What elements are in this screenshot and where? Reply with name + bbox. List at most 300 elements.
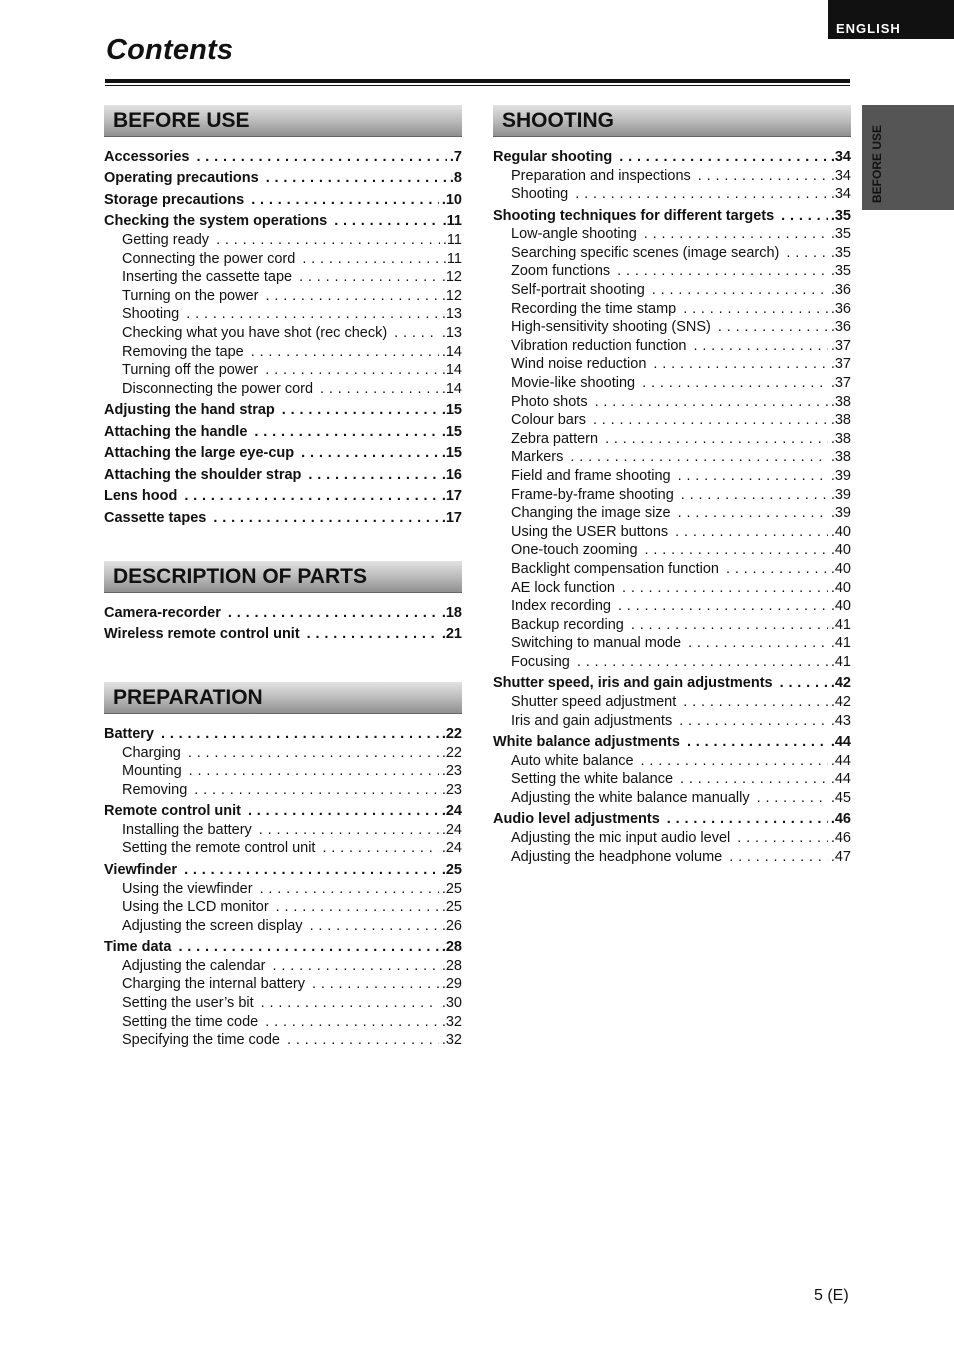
dot-leader [595,393,828,412]
toc-subentry [493,752,851,771]
dot-leader [645,541,828,560]
toc-subentry [493,634,851,653]
dot-leader [273,957,439,976]
toc-entry-title: Turning on the power [122,287,259,304]
toc-entry-title: Checking the system operations [104,213,328,230]
toc-entry [104,191,462,210]
toc-page-number: .36 [830,282,851,299]
dot-leader [693,337,827,356]
toc-subentry [493,337,851,356]
toc-entry-title: Movie-like shooting [511,375,636,392]
dot-leader [737,829,828,848]
toc-entry [104,148,462,167]
toc-entry [104,212,462,231]
toc-subentry [104,380,462,399]
dot-leader [322,839,438,858]
toc-page-number: .44 [830,752,851,769]
toc-entry-title: Adjusting the screen display [122,917,303,934]
dot-leader [718,318,828,337]
toc-page-number: .30 [441,994,462,1011]
toc-subentry [493,411,851,430]
toc-page-number: .12 [441,269,462,286]
toc-page-number: .24 [441,821,462,838]
toc-list [104,725,462,1050]
toc-entry-title: Markers [511,449,564,466]
toc-page-number: .40 [830,523,851,540]
section-header: PREPARATION [104,682,462,714]
dot-leader [260,880,439,899]
dot-leader [194,781,439,800]
toc-subentry [493,523,851,542]
toc-page-number: .32 [441,1032,462,1049]
toc-page-number: .34 [830,167,851,184]
toc-entry-title: Shutter speed adjustment [511,694,677,710]
toc-entry-title: Focusing [511,653,570,670]
toc-subentry [493,185,851,204]
toc-page-number: .26 [441,917,462,934]
toc-entry-title: Setting the time code [122,1013,259,1030]
toc-subentry [493,693,851,712]
toc-page-number: .39 [830,486,851,503]
toc-page-number: .38 [830,449,851,466]
toc-list [104,148,462,527]
toc-page-number: .35 [830,244,851,261]
toc-entry-title: Recording the time stamp [511,300,677,317]
side-tab-label: BEFORE USE [870,124,884,203]
toc-entry-title: Storage precautions [104,191,245,208]
toc-entry-title: One-touch zooming [511,542,638,559]
toc-subentry [104,917,462,936]
toc-page-number: .41 [830,653,851,670]
toc-page-number: .13 [441,325,462,342]
dot-leader [251,343,439,362]
toc-entry-title: Inserting the cassette tape [122,269,293,286]
toc-entry [493,207,851,226]
dot-leader [780,674,828,693]
toc-entry-title: Switching to manual mode [511,635,682,652]
section-header: DESCRIPTION OF PARTS [104,561,462,593]
toc-subentry [493,448,851,467]
toc-entry-title: Charging [122,744,181,761]
toc-page-number: .41 [830,635,851,652]
dot-leader [688,634,828,653]
dot-leader [178,938,438,957]
toc-entry-title: Zebra pattern [511,430,599,447]
dot-leader [644,225,828,244]
toc-entry-title: Time data [104,939,172,956]
dot-leader [641,752,828,771]
toc-entry-title: Adjusting the white balance manually [511,789,750,806]
toc-page-number: .45 [830,789,851,806]
toc-page-number: .40 [830,560,851,577]
toc-entry-title: Accessories [104,149,190,165]
toc-page-number: .24 [441,803,462,820]
toc-page-number: .17 [441,509,462,526]
dot-leader [683,300,828,319]
toc-entry-title: Setting the user’s bit [122,994,254,1011]
toc-page-number: .21 [441,626,462,643]
toc-entry [493,674,851,693]
toc-entry-title: Removing [122,781,188,798]
section-description-of-parts [104,561,462,644]
section-header: BEFORE USE [104,105,462,137]
toc-entry-title: Using the USER buttons [511,523,669,540]
dot-leader [781,207,828,226]
dot-leader [282,401,439,420]
toc-page-number: .44 [830,734,851,751]
toc-subentry [104,250,462,269]
toc-entry-title: Attaching the handle [104,423,248,440]
toc-entry-title: Shooting [122,306,180,323]
language-label: ENGLISH [836,21,901,36]
side-section-tab [862,105,954,210]
toc-page-number: .16 [441,466,462,483]
dot-leader [287,1031,439,1050]
toc-subentry [104,1013,462,1032]
toc-subentry [493,393,851,412]
toc-page-number: .14 [441,343,462,360]
toc-page-number: .41 [830,616,851,633]
dot-leader [265,1013,439,1032]
toc-entry-title: Mounting [122,763,182,780]
toc-entry-title: Connecting the power cord [122,250,296,267]
dot-leader [698,167,828,186]
dot-leader [266,169,447,188]
toc-page-number: .24 [441,840,462,857]
toc-page-number: .39 [830,505,851,522]
dot-leader [196,148,446,167]
toc-page-number: .25 [441,861,462,878]
dot-leader [653,355,827,374]
dot-leader [687,733,828,752]
toc-page-number: .32 [441,1013,462,1030]
toc-subentry [104,898,462,917]
toc-page-number: .10 [441,191,462,208]
toc-subentry [493,504,851,523]
title-rule [105,79,850,83]
toc-entry-title: Wireless remote control unit [104,626,300,643]
dot-leader [161,725,439,744]
toc-page-number: .14 [441,362,462,379]
toc-subentry [493,167,851,186]
toc-page-number: .15 [441,402,462,419]
toc-page-number: .25 [441,899,462,916]
toc-entry-title: Charging the internal battery [122,976,305,993]
dot-leader [605,430,828,449]
toc-entry-title: Disconnecting the power cord [122,380,314,397]
toc-page-number: .22 [441,726,462,742]
toc-page-number: .34 [830,149,851,165]
dot-leader [334,212,439,231]
toc-subentry [104,762,462,781]
dot-leader [265,361,439,380]
toc-entry-title: Index recording [511,598,611,615]
toc-page-number: .23 [441,781,462,798]
dot-leader [667,810,828,829]
dot-leader [189,762,439,781]
toc-entry-title: Attaching the large eye-cup [104,445,295,462]
toc-entry-title: Operating precautions [104,170,259,187]
dot-leader [577,653,828,672]
toc-subentry [493,318,851,337]
toc-entry [493,148,851,167]
toc-entry-title: High-sensitivity shooting (SNS) [511,319,711,336]
toc-page-number: .40 [830,542,851,559]
toc-entry-title: Changing the image size [511,505,671,522]
dot-leader [575,185,828,204]
toc-page-number: .8 [449,170,462,187]
toc-entry-title: Cassette tapes [104,509,207,526]
section-before-use [104,105,462,527]
toc-subentry [493,597,851,616]
toc-entry-title: Viewfinder [104,861,178,878]
toc-subentry [104,994,462,1013]
toc-entry [104,604,462,623]
toc-subentry [493,467,851,486]
toc-page-number: .25 [441,880,462,897]
toc-entry-title: Backup recording [511,616,624,633]
toc-entry-title: Checking what you have shot (rec check) [122,325,388,342]
page-number: 5 (E) [814,1287,849,1304]
toc-page-number: .39 [830,467,851,484]
toc-page-number: .47 [830,848,851,865]
dot-leader [228,604,439,623]
toc-entry-title: White balance adjustments [493,734,680,751]
toc-entry-title: Shutter speed, iris and gain adjustments [493,675,773,692]
dot-leader [216,231,440,250]
dot-leader [299,268,439,287]
toc-entry-title: Adjusting the hand strap [104,402,275,419]
dot-leader [301,444,439,463]
dot-leader [320,380,439,399]
toc-entry [104,444,462,463]
toc-entry-title: Frame-by-frame shooting [511,486,674,503]
toc-page-number: .11 [442,250,462,267]
toc-page-number: .35 [830,226,851,243]
dot-leader [570,448,827,467]
dot-leader [729,848,828,867]
dot-leader [248,802,439,821]
toc-page-number: .22 [441,744,462,761]
toc-entry [104,466,462,485]
toc-entry-title: Self-portrait shooting [511,282,645,299]
toc-entry-title: Audio level adjustments [493,811,660,828]
toc-entry-title: Attaching the shoulder strap [104,466,302,483]
toc-subentry [493,541,851,560]
toc-entry-title: Photo shots [511,393,588,410]
toc-subentry [493,789,851,808]
toc-subentry [493,560,851,579]
dot-leader [622,579,828,598]
page-title: Contents [106,34,234,66]
toc-entry [104,509,462,528]
toc-entry-title: Vibration reduction function [511,337,687,354]
toc-entry-title: Shooting [511,186,569,203]
toc-entry [104,423,462,442]
toc-entry [493,733,851,752]
toc-entry-title: Turning off the power [122,362,259,379]
toc-entry-title: Removing the tape [122,343,244,360]
dot-leader [678,467,828,486]
toc-subentry [104,880,462,899]
toc-page-number: .28 [441,957,462,974]
toc-entry-title: Searching specific scenes (image search) [511,244,780,261]
dot-leader [259,821,439,840]
toc-entry-title: Preparation and inspections [511,167,691,184]
toc-subentry [104,268,462,287]
dot-leader [312,975,439,994]
toc-page-number: .36 [830,319,851,336]
toc-entry [104,861,462,880]
toc-subentry [493,281,851,300]
section-preparation [104,682,462,1050]
section-shooting [493,105,851,866]
dot-leader [276,898,439,917]
toc-page-number: .35 [830,207,851,224]
dot-leader [308,466,438,485]
toc-page-number: .43 [830,712,851,729]
toc-entry-title: Setting the white balance [511,771,674,788]
dot-leader [302,250,440,269]
dot-leader [213,509,438,528]
toc-entry [104,401,462,420]
toc-page-number: .15 [441,423,462,440]
toc-entry-title: Remote control unit [104,803,241,820]
toc-page-number: .38 [830,393,851,410]
dot-leader [254,423,438,442]
toc-entry [104,169,462,188]
toc-entry-title: Getting ready [122,232,210,249]
dot-leader [186,305,439,324]
toc-subentry [493,579,851,598]
toc-page-number: .11 [442,213,462,230]
toc-entry-title: Adjusting the headphone volume [511,848,723,865]
toc-page-number: .14 [441,380,462,397]
toc-subentry [493,225,851,244]
dot-leader [679,712,828,731]
dot-leader [251,191,439,210]
toc-entry [104,802,462,821]
toc-entry-title: Using the LCD monitor [122,899,269,916]
toc-page-number: .29 [441,976,462,993]
toc-entry [104,625,462,644]
toc-page-number: .23 [441,763,462,780]
toc-page-number: .38 [830,412,851,429]
toc-entry-title: Field and frame shooting [511,467,671,484]
toc-subentry [104,957,462,976]
toc-page-number: .12 [441,287,462,304]
toc-subentry [493,848,851,867]
dot-leader [184,861,439,880]
dot-leader [681,486,828,505]
section-header: SHOOTING [493,105,851,137]
toc-page-number: .42 [830,694,851,710]
toc-entry-title: Specifying the time code [122,1032,280,1049]
toc-page-number: .37 [830,337,851,354]
toc-page-number: .17 [441,488,462,505]
toc-subentry [104,839,462,858]
dot-leader [261,994,439,1013]
toc-page-number: .44 [830,771,851,788]
toc-subentry [104,744,462,763]
toc-entry-title: Low-angle shooting [511,226,637,243]
dot-leader [786,244,827,263]
toc-entry [104,725,462,744]
toc-page-number: .34 [830,186,851,203]
toc-page-number: .40 [830,579,851,596]
toc-subentry [493,486,851,505]
toc-entry-title: Colour bars [511,412,586,429]
toc-page-number: .35 [830,263,851,280]
toc-subentry [104,324,462,343]
toc-subentry [104,821,462,840]
toc-subentry [104,781,462,800]
toc-page-number: .36 [830,300,851,317]
toc-subentry [104,231,462,250]
dot-leader [619,148,828,167]
dot-leader [266,287,439,306]
dot-leader [726,560,828,579]
dot-leader [757,789,828,808]
dot-leader [642,374,828,393]
toc-entry-title: Adjusting the calendar [122,957,266,974]
dot-leader [652,281,828,300]
toc-entry-title: Battery [104,726,154,742]
toc-subentry [493,616,851,635]
toc-entry-title: Backlight compensation function [511,560,719,577]
toc-entry-title: Shooting techniques for different targets [493,207,775,224]
toc-entry-title: Using the viewfinder [122,880,253,897]
dot-leader [631,616,828,635]
toc-entry [104,487,462,506]
toc-list [493,148,851,866]
toc-subentry [493,653,851,672]
dot-leader [593,411,828,430]
toc-entry-title: Setting the remote control unit [122,840,316,857]
toc-page-number: .40 [830,598,851,615]
toc-subentry [104,287,462,306]
toc-page-number: .11 [442,232,462,249]
toc-entry-title: AE lock function [511,579,615,596]
toc-subentry [493,262,851,281]
language-tab [828,0,954,39]
toc-entry-title: Camera-recorder [104,605,221,621]
toc-entry-title: Regular shooting [493,149,613,165]
toc-page-number: .46 [830,811,851,828]
dot-leader [683,693,828,712]
toc-subentry [493,244,851,263]
dot-leader [310,917,439,936]
dot-leader [184,487,439,506]
toc-subentry [104,975,462,994]
dot-leader [188,744,439,763]
toc-entry [104,938,462,957]
toc-subentry [493,355,851,374]
toc-page-number: .46 [830,829,851,846]
dot-leader [675,523,828,542]
toc-subentry [493,374,851,393]
toc-subentry [493,770,851,789]
toc-subentry [104,1031,462,1050]
toc-entry-title: Auto white balance [511,752,634,769]
toc-subentry [104,343,462,362]
toc-subentry [493,300,851,319]
toc-page-number: .15 [441,445,462,462]
toc-subentry [493,712,851,731]
toc-entry-title: Zoom functions [511,263,611,280]
toc-entry-title: Installing the battery [122,821,252,838]
title-rule-thin [105,85,850,86]
